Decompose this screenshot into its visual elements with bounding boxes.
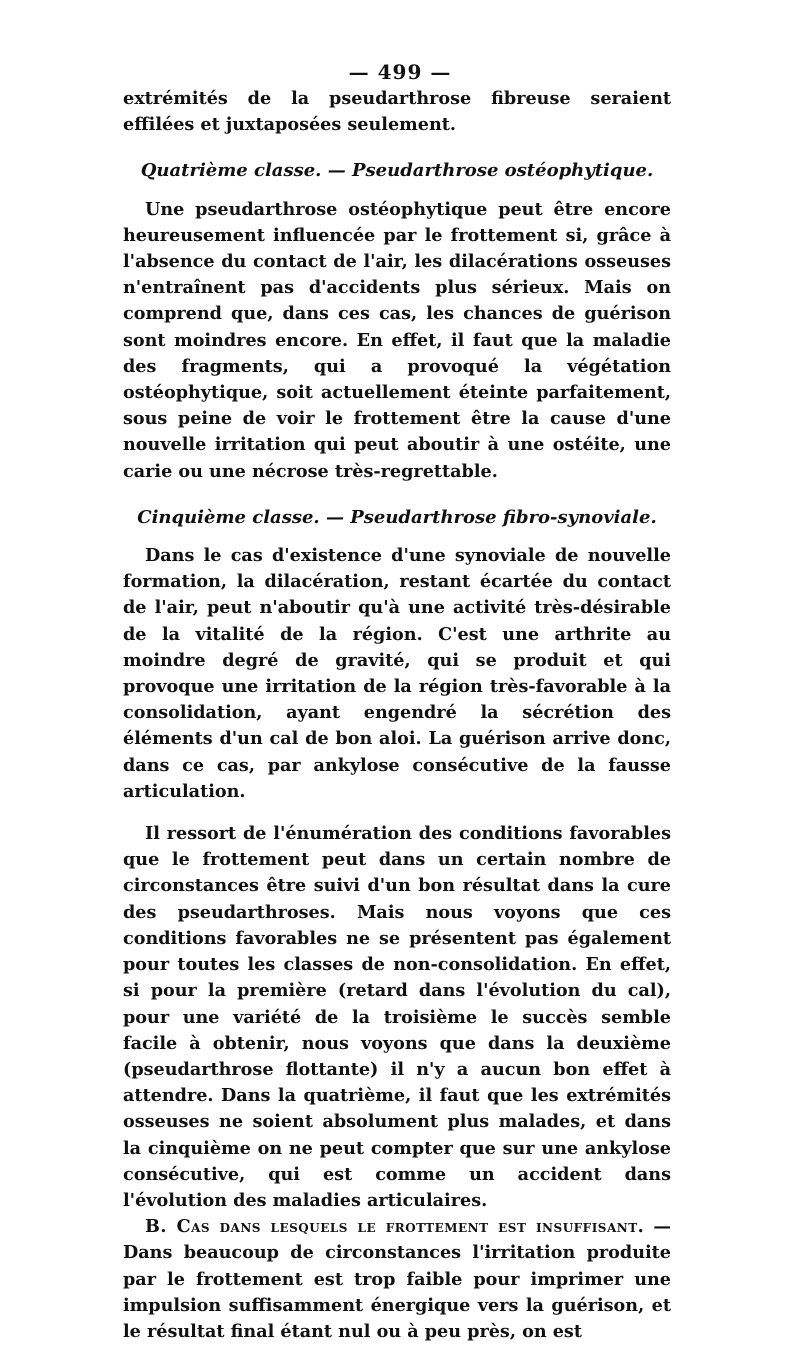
paragraph-summary: Il ressort de l'énumération des conditions favorables que le frottement peut dans un certain nombre de circonstances être suivi d'un bon résultat dans la cure des pseudarthroses. Mais nous voyons que ces conditions favorables ne se présentent pas également pour toutes les classes de non-consolidation. En effet, si pour la première (retard dans l'évolution du cal), pour une variété de la troisième le succès semble facile à obtenir, nous voyons que dans la deuxième (pseudarthrose flottante) il n'y a aucun bon effet à attendre. Dans la quatrième, il faut que les extrémités osseuses ne soient absolument plus malades, et dans la cinquième on ne peut compter que sur une ankylose consécutive, qui est comme un accident dans l'évolution des maladies articulaires. (123, 823, 671, 1211)
page-number: — 499 — (348, 60, 452, 84)
paragraph-continuation: extrémités de la pseudarthrose fibreuse seraient effilées et juxtaposées seulement. (123, 88, 671, 136)
paragraph-fibro-synovial: Dans le cas d'existence d'une synoviale de nouvelle formation, la dilacération, restant écartée du contact de l'air, peut n'aboutir qu'à une activité très-désirable de la vitalité de la région. C'est une arthrite au moindre degré de gravité, qui se produit et qui provoque une irritation de la région très-favorable à la consolidation, ayant engendré la sécrétion des éléments d'un cal de bon aloi. La guérison arrive donc, dans ce cas, par ankylose consécutive de la fausse articulation. (123, 545, 671, 802)
section-heading-fourth-class: Quatrième classe. — Pseudarthrose ostéophytique. (140, 160, 654, 182)
section-heading-fifth-class: Cinquième classe. — Pseudarthrose fibro-synoviale. (137, 506, 657, 528)
paragraph-osteophytic: Une pseudarthrose ostéophytique peut être encore heureusement influencée par le frottement si, grâce à l'absence du contact de l'air, les dilacérations osseuses n'entraînent pas d'accidents plus sérieux. Mais on comprend que, dans ces cas, les chances de guérison sont moindres encore. En effet, il faut que la maladie des fragments, qui a provoqué la végétation ostéophytique, soit actuellement éteinte parfaitement, sous peine de voir le frottement être la cause d'une nouvelle irritation qui peut aboutir à une ostéite, une carie ou une nécrose très-regrettable. (123, 198, 671, 482)
paragraph-section-b (123, 1214, 671, 1345)
section-b-label: B. Cas dans lesquels le frottement est insuffisant. (145, 1216, 645, 1238)
body-text (123, 86, 671, 1345)
section-b-text: — Dans beaucoup de circonstances l'irritation produite par le frottement est trop faible pour imprimer une impulsion suffisamment énergique vers la guérison, et le résultat final étant nul ou à peu près, on est (123, 1216, 671, 1342)
